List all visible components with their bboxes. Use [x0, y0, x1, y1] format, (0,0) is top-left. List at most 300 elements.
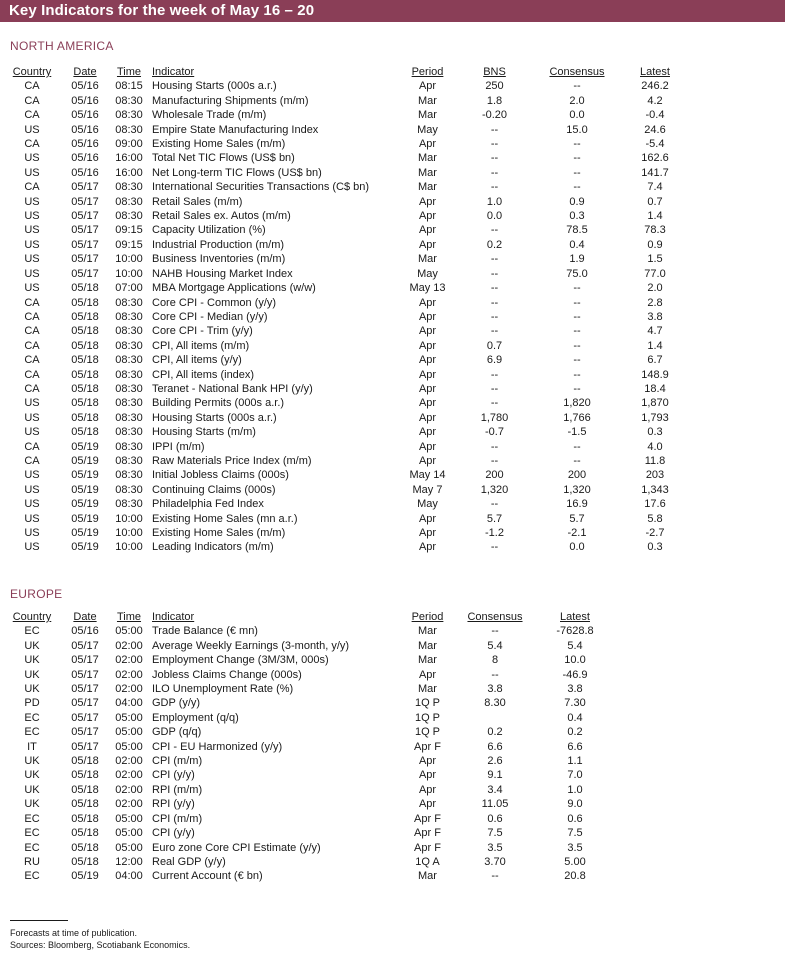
column-header-time: Time [116, 66, 142, 78]
cell-time: 04:00 [115, 697, 143, 710]
cell-date: 05/17 [71, 210, 99, 223]
cell-time: 08:30 [115, 382, 143, 395]
cell-country: US [24, 469, 40, 482]
cell-period: Mar [418, 109, 437, 122]
cell-country: CA [24, 382, 40, 395]
cell-indicator: Jobless Claims Change (000s) [152, 668, 302, 681]
cell-consensus: -- [573, 339, 581, 352]
cell-country: UK [24, 769, 40, 782]
cell-indicator: CPI (y/y) [152, 769, 195, 782]
cell-period: Apr [418, 80, 437, 93]
cell-bns: 0.2 [486, 238, 503, 251]
cell-time: 08:30 [115, 195, 143, 208]
table-row [0, 166, 690, 180]
cell-indicator: Business Inventories (m/m) [152, 253, 286, 266]
cell-bns: -- [490, 325, 499, 338]
cell-period: Apr F [414, 841, 441, 854]
cell-date: 05/17 [71, 224, 99, 237]
cell-country: UK [24, 755, 40, 768]
table-row [0, 454, 690, 468]
cell-latest: -2.7 [645, 527, 665, 539]
cell-country: CA [24, 325, 40, 338]
cell-latest: 0.7 [647, 195, 663, 208]
cell-bns: -0.20 [481, 109, 508, 122]
cell-consensus: -2.1 [567, 527, 587, 539]
cell-country: RU [24, 855, 40, 868]
cell-bns: -- [490, 123, 499, 136]
cell-time: 02:00 [115, 683, 143, 696]
footnote-forecasts: Forecasts at time of publication. [10, 928, 138, 938]
cell-time: 08:30 [115, 368, 143, 381]
column-header-latest: Latest [640, 66, 670, 78]
cell-time: 02:00 [115, 783, 143, 796]
cell-country: CA [24, 138, 40, 151]
cell-latest: 5.8 [647, 512, 663, 525]
cell-indicator: Trade Balance (€ mn) [152, 625, 258, 638]
cell-period: 1Q P [414, 711, 441, 724]
cell-indicator: CPI (y/y) [152, 827, 195, 840]
cell-latest: 1.4 [647, 339, 663, 352]
cell-indicator: Core CPI - Median (y/y) [152, 310, 268, 323]
cell-indicator: Capacity Utilization (%) [152, 224, 266, 237]
footnote-sources: Sources: Bloomberg, Scotiabank Economics. [10, 940, 191, 950]
cell-time: 10:00 [115, 541, 143, 554]
cell-consensus: 0.9 [569, 195, 585, 208]
table-row [0, 682, 615, 696]
cell-date: 05/17 [71, 195, 99, 208]
cell-latest: 7.30 [564, 697, 586, 710]
cell-period: Apr [418, 440, 437, 453]
cell-time: 12:00 [115, 855, 143, 868]
cell-bns: -- [490, 282, 499, 295]
cell-latest: 1,793 [641, 411, 669, 424]
cell-country: CA [24, 94, 40, 107]
cell-period: Apr [418, 382, 437, 395]
cell-bns: -- [490, 267, 499, 280]
cell-date: 05/18 [71, 325, 99, 338]
table-row [0, 512, 690, 526]
cell-time: 05:00 [115, 812, 143, 825]
cell-indicator: Raw Materials Price Index (m/m) [152, 454, 312, 467]
cell-period: 1Q P [414, 697, 441, 710]
cell-date: 05/17 [71, 639, 99, 652]
cell-time: 05:00 [115, 740, 143, 753]
cell-latest: -46.9 [562, 668, 588, 681]
table-row [0, 497, 690, 511]
cell-period: Apr [418, 769, 437, 782]
cell-consensus: 5.4 [487, 639, 503, 652]
cell-bns: -- [490, 296, 499, 309]
cell-consensus [455, 711, 535, 725]
table-row [0, 267, 690, 281]
cell-time: 08:30 [115, 123, 143, 136]
table-header-row [0, 610, 615, 624]
cell-consensus: -- [573, 354, 581, 367]
cell-country: EC [24, 726, 40, 739]
cell-country: US [24, 267, 40, 280]
europe-table [0, 610, 615, 884]
cell-period: Mar [418, 152, 437, 165]
cell-bns: -- [490, 397, 499, 410]
cell-date: 05/16 [71, 94, 99, 107]
cell-indicator: RPI (y/y) [152, 798, 195, 811]
cell-latest: 148.9 [641, 368, 669, 381]
cell-time: 04:00 [115, 870, 143, 883]
cell-time: 08:30 [115, 210, 143, 223]
cell-bns: -- [490, 253, 499, 266]
column-header-time: Time [116, 611, 142, 623]
cell-latest: 11.8 [644, 454, 666, 467]
cell-country: US [24, 498, 40, 511]
cell-indicator: CPI - EU Harmonized (y/y) [152, 740, 283, 753]
cell-time: 08:30 [115, 498, 143, 511]
cell-period: 1Q P [414, 726, 441, 739]
column-header-bns: BNS [483, 66, 506, 78]
cell-consensus: 0.4 [569, 238, 585, 251]
cell-latest: 4.7 [647, 325, 663, 338]
cell-consensus: 6.6 [487, 740, 503, 753]
cell-bns: -- [490, 224, 499, 237]
cell-period: Mar [418, 870, 437, 883]
cell-date: 05/17 [71, 238, 99, 251]
cell-date: 05/17 [71, 726, 99, 739]
cell-date: 05/18 [71, 426, 99, 439]
cell-period: Apr [418, 426, 437, 439]
cell-indicator: Real GDP (y/y) [152, 855, 226, 868]
column-header-country: Country [12, 611, 52, 623]
cell-period: May [417, 267, 438, 280]
cell-period: Apr [418, 224, 437, 237]
cell-country: US [24, 123, 40, 136]
cell-bns: 1.0 [486, 195, 503, 208]
cell-indicator: Core CPI - Common (y/y) [152, 296, 277, 309]
cell-time: 08:15 [115, 80, 143, 93]
cell-country: UK [24, 783, 40, 796]
cell-time: 08:30 [115, 454, 143, 467]
column-header-indicator: Indicator [152, 66, 195, 78]
table-row [0, 711, 615, 725]
cell-latest: 1.4 [647, 210, 663, 223]
cell-consensus: -- [573, 80, 581, 93]
title-banner [0, 0, 785, 22]
cell-period: Mar [418, 253, 437, 266]
cell-period: Apr [418, 454, 437, 467]
cell-bns: 250 [485, 80, 504, 93]
cell-latest: 77.0 [644, 267, 666, 280]
table-row [0, 94, 690, 108]
cell-latest: 203 [645, 469, 665, 482]
table-row [0, 869, 615, 883]
cell-indicator: Teranet - National Bank HPI (y/y) [152, 382, 313, 395]
cell-latest: 5.4 [567, 639, 583, 652]
section-heading-europe: EUROPE [10, 587, 63, 601]
column-header-consensus: Consensus [549, 66, 605, 78]
table-row [0, 151, 690, 165]
cell-bns: 5.7 [486, 512, 503, 525]
column-header-date: Date [73, 611, 97, 623]
cell-time: 05:00 [115, 711, 143, 724]
cell-date: 05/18 [71, 827, 99, 840]
table-row [0, 639, 615, 653]
cell-latest: 17.6 [644, 498, 666, 511]
table-row [0, 411, 690, 425]
cell-period: Apr [418, 138, 437, 151]
cell-consensus: 16.9 [566, 498, 588, 511]
cell-time: 09:15 [115, 224, 143, 237]
cell-period: Apr [418, 798, 437, 811]
cell-time: 08:30 [115, 109, 143, 122]
cell-date: 05/18 [71, 798, 99, 811]
cell-latest: 10.0 [564, 654, 586, 667]
cell-consensus: -- [573, 368, 581, 381]
table-row [0, 238, 690, 252]
cell-period: Apr [418, 668, 437, 681]
cell-indicator: Housing Starts (000s a.r.) [152, 411, 277, 424]
table-row [0, 526, 690, 540]
cell-bns: -- [490, 541, 499, 554]
cell-time: 08:30 [115, 354, 143, 367]
cell-consensus: 3.8 [487, 683, 503, 696]
cell-consensus: 7.5 [487, 827, 503, 840]
table-row [0, 696, 615, 710]
cell-country: CA [24, 296, 40, 309]
cell-date: 05/19 [71, 454, 99, 467]
cell-consensus: -1.5 [567, 426, 587, 439]
table-row [0, 382, 690, 396]
cell-date: 05/19 [71, 527, 99, 539]
cell-latest: 9.0 [567, 798, 583, 811]
cell-time: 08:30 [115, 469, 143, 482]
cell-country: US [24, 224, 40, 237]
cell-indicator: CPI, All items (y/y) [152, 354, 242, 367]
cell-indicator: Wholesale Trade (m/m) [152, 109, 267, 122]
cell-country: UK [24, 683, 40, 696]
cell-country: US [24, 238, 40, 251]
cell-latest: 3.5 [567, 841, 583, 854]
cell-indicator: GDP (y/y) [152, 697, 201, 710]
cell-indicator: Philadelphia Fed Index [152, 498, 264, 511]
cell-indicator: MBA Mortgage Applications (w/w) [152, 282, 316, 295]
cell-time: 05:00 [115, 726, 143, 739]
cell-period: Mar [418, 94, 437, 107]
cell-consensus: 3.5 [487, 841, 503, 854]
table-row [0, 540, 690, 554]
cell-bns: -0.7 [485, 426, 504, 439]
table-header-row [0, 65, 690, 79]
cell-date: 05/18 [71, 382, 99, 395]
cell-time: 02:00 [115, 769, 143, 782]
cell-latest: 1.5 [647, 253, 663, 266]
cell-time: 09:15 [115, 238, 143, 251]
cell-time: 10:00 [115, 253, 143, 266]
cell-consensus: -- [573, 296, 581, 309]
cell-consensus: 3.4 [487, 783, 503, 796]
cell-date: 05/17 [71, 740, 99, 753]
cell-country: UK [24, 798, 40, 811]
cell-date: 05/17 [71, 697, 99, 710]
cell-country: UK [24, 668, 40, 681]
cell-time: 05:00 [115, 625, 143, 638]
cell-date: 05/16 [71, 109, 99, 122]
table-row [0, 425, 690, 439]
cell-date: 05/16 [71, 123, 99, 136]
cell-consensus: -- [573, 181, 581, 194]
table-row [0, 123, 690, 137]
cell-bns: -- [490, 152, 499, 165]
cell-period: Apr [418, 210, 437, 223]
cell-indicator: Retail Sales ex. Autos (m/m) [152, 210, 291, 223]
cell-latest: 4.0 [647, 440, 663, 453]
cell-indicator: Building Permits (000s a.r.) [152, 397, 285, 410]
cell-country: US [24, 527, 40, 539]
cell-country: EC [24, 711, 40, 724]
cell-indicator: ILO Unemployment Rate (%) [152, 683, 294, 696]
cell-date: 05/18 [71, 855, 99, 868]
cell-date: 05/17 [71, 253, 99, 266]
cell-period: Apr [418, 755, 437, 768]
cell-latest: 162.6 [641, 152, 669, 165]
cell-period: Apr [418, 541, 437, 554]
cell-time: 05:00 [115, 841, 143, 854]
cell-latest: -5.4 [645, 138, 665, 151]
table-row [0, 440, 690, 454]
cell-bns: -- [490, 166, 499, 179]
cell-period: May 7 [412, 483, 443, 496]
cell-indicator: Existing Home Sales (m/m) [152, 138, 286, 151]
cell-latest: 0.3 [647, 541, 663, 554]
table-row [0, 624, 615, 638]
cell-date: 05/16 [71, 138, 99, 151]
cell-period: Apr [418, 368, 437, 381]
table-row [0, 812, 615, 826]
cell-date: 05/16 [71, 152, 99, 165]
cell-country: CA [24, 181, 40, 194]
cell-country: US [24, 397, 40, 410]
cell-country: CA [24, 354, 40, 367]
cell-time: 09:00 [115, 138, 143, 151]
cell-indicator: RPI (m/m) [152, 783, 203, 796]
cell-indicator: International Securities Transactions (C$ bn) [152, 181, 370, 194]
cell-date: 05/19 [71, 483, 99, 496]
cell-date: 05/16 [71, 625, 99, 638]
column-header-latest: Latest [560, 611, 590, 623]
cell-latest: 0.3 [647, 426, 663, 439]
cell-latest: -7628.8 [556, 625, 594, 638]
cell-consensus: 2.0 [569, 94, 585, 107]
cell-period: 1Q A [415, 855, 440, 868]
cell-consensus: 0.2 [487, 726, 503, 739]
cell-indicator: Manufacturing Shipments (m/m) [152, 94, 309, 107]
cell-time: 02:00 [115, 755, 143, 768]
cell-date: 05/18 [71, 397, 99, 410]
cell-country: US [24, 210, 40, 223]
cell-latest: 4.2 [647, 94, 663, 107]
column-header-indicator: Indicator [152, 611, 195, 623]
cell-country: IT [27, 740, 37, 753]
cell-country: EC [24, 625, 40, 638]
cell-country: US [24, 512, 40, 525]
cell-latest: 78.3 [644, 224, 666, 237]
cell-consensus: 0.0 [569, 109, 585, 122]
table-row [0, 324, 690, 338]
cell-date: 05/19 [71, 440, 99, 453]
page-title: Key Indicators for the week of May 16 – 20 [9, 2, 315, 19]
table-row [0, 281, 690, 295]
cell-consensus: -- [573, 325, 581, 338]
cell-period: May [417, 498, 438, 511]
cell-period: Apr F [414, 812, 441, 825]
cell-country: US [24, 152, 40, 165]
cell-country: CA [24, 440, 40, 453]
cell-consensus: -- [573, 440, 581, 453]
cell-latest: 7.5 [567, 827, 583, 840]
cell-date: 05/17 [71, 654, 99, 667]
cell-time: 08:30 [115, 426, 143, 439]
table-row [0, 368, 690, 382]
cell-consensus: -- [491, 668, 499, 681]
cell-indicator: Empire State Manufacturing Index [152, 123, 319, 136]
cell-period: Apr F [414, 740, 441, 753]
cell-consensus: 1.9 [569, 253, 585, 266]
cell-period: Apr [418, 339, 437, 352]
cell-date: 05/19 [71, 469, 99, 482]
cell-latest: 2.8 [647, 296, 663, 309]
cell-country: EC [24, 870, 40, 883]
table-row [0, 223, 690, 237]
cell-date: 05/18 [71, 783, 99, 796]
cell-country: US [24, 195, 40, 208]
cell-time: 08:30 [115, 397, 143, 410]
cell-latest: 141.7 [641, 166, 669, 179]
cell-latest: 0.4 [567, 711, 583, 724]
cell-indicator: Leading Indicators (m/m) [152, 541, 274, 554]
cell-indicator: Euro zone Core CPI Estimate (y/y) [152, 841, 321, 854]
cell-period: Apr [418, 354, 437, 367]
cell-country: US [24, 541, 40, 554]
cell-country: US [24, 426, 40, 439]
cell-country: US [24, 253, 40, 266]
cell-bns: 0.0 [486, 210, 503, 223]
cell-time: 10:00 [115, 267, 143, 280]
cell-date: 05/18 [71, 310, 99, 323]
cell-date: 05/17 [71, 181, 99, 194]
cell-consensus: -- [573, 138, 581, 151]
cell-bns: -- [490, 382, 499, 395]
cell-time: 02:00 [115, 668, 143, 681]
cell-country: CA [24, 454, 40, 467]
cell-consensus: 1,820 [563, 397, 591, 410]
table-row [0, 252, 690, 266]
table-row [0, 195, 690, 209]
cell-time: 08:30 [115, 411, 143, 424]
cell-indicator: CPI (m/m) [152, 755, 203, 768]
cell-latest: 1,870 [641, 397, 669, 410]
table-row [0, 653, 615, 667]
cell-consensus: -- [491, 870, 499, 883]
cell-consensus: 8.30 [484, 697, 506, 710]
table-row [0, 783, 615, 797]
cell-date: 05/16 [71, 166, 99, 179]
cell-period: Apr [418, 296, 437, 309]
cell-latest: 6.6 [567, 740, 583, 753]
cell-latest: 246.2 [641, 80, 669, 93]
cell-time: 16:00 [115, 166, 143, 179]
cell-time: 08:30 [115, 181, 143, 194]
table-row [0, 826, 615, 840]
cell-time: 08:30 [115, 339, 143, 352]
cell-date: 05/18 [71, 339, 99, 352]
cell-bns: -1.2 [485, 527, 504, 539]
